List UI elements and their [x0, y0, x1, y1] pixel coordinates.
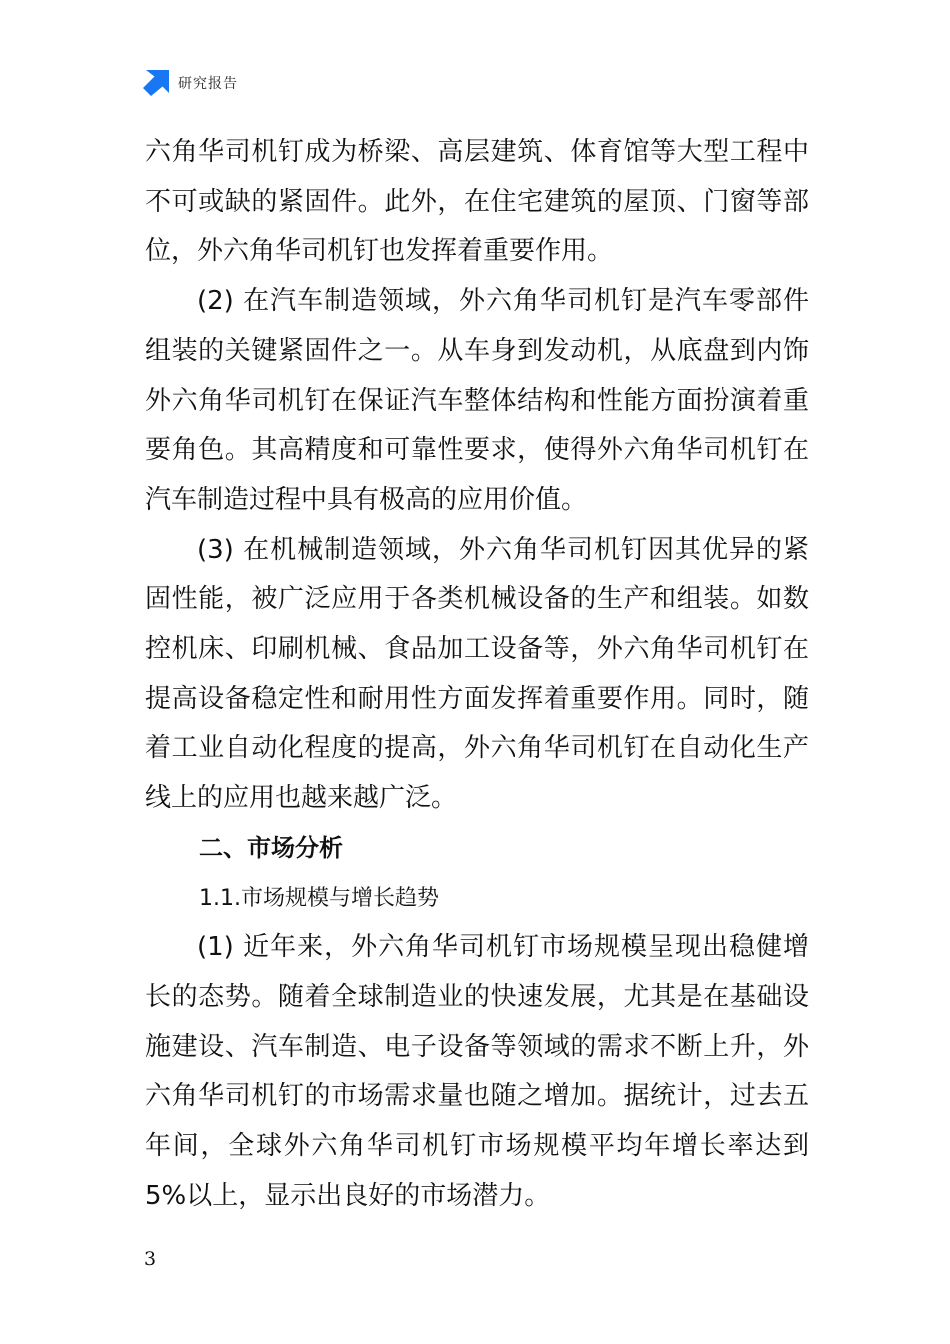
paragraph-construction-continued: 六角华司机钉成为桥梁、高层建筑、体育馆等大型工程中不可或缺的紧固件。此外，在住宅建筑的屋顶、门窗等部位，外六角华司机钉也发挥着重要作用。	[145, 137, 809, 267]
paragraph-market-size: (1) 近年来，外六角华司机钉市场规模呈现出稳健增长的态势。随着全球制造业的快速发展，尤其是在基础设施建设、汽车制造、电子设备等领域的需求不断上升，外六角华司机钉的市场需求量也随之增加。据统计，过去五年间，全球外六角华司机钉市场规模平均年增长率达到5%以上，显示出良好的市场潜力。	[145, 932, 809, 1211]
document-body	[145, 128, 809, 1221]
header-title: 研究报告	[178, 76, 238, 92]
page-number: 3	[144, 1248, 157, 1270]
report-header	[143, 68, 238, 98]
paragraph-machinery: (3) 在机械制造领域，外六角华司机钉因其优异的紧固性能，被广泛应用于各类机械设备的生产和组装。如数控机床、印刷机械、食品加工设备等，外六角华司机钉在提高设备稳定性和耐用性方面发挥着重要作用。同时，随着工业自动化程度的提高，外六角华司机钉在自动化生产线上的应用也越来越广泛。	[145, 534, 809, 814]
arrow-up-right-icon	[143, 70, 169, 96]
section-heading: 二、市场分析	[199, 833, 343, 862]
subsection-heading: 1.1.市场规模与增长趋势	[199, 885, 439, 911]
paragraph-automotive: (2) 在汽车制造领域，外六角华司机钉是汽车零部件组装的关键紧固件之一。从车身到发动机，从底盘到内饰外六角华司机钉在保证汽车整体结构和性能方面扮演着重要角色。其高精度和可靠性要求，使得外六角华司机钉在汽车制造过程中具有极高的应用价值。	[145, 286, 809, 515]
